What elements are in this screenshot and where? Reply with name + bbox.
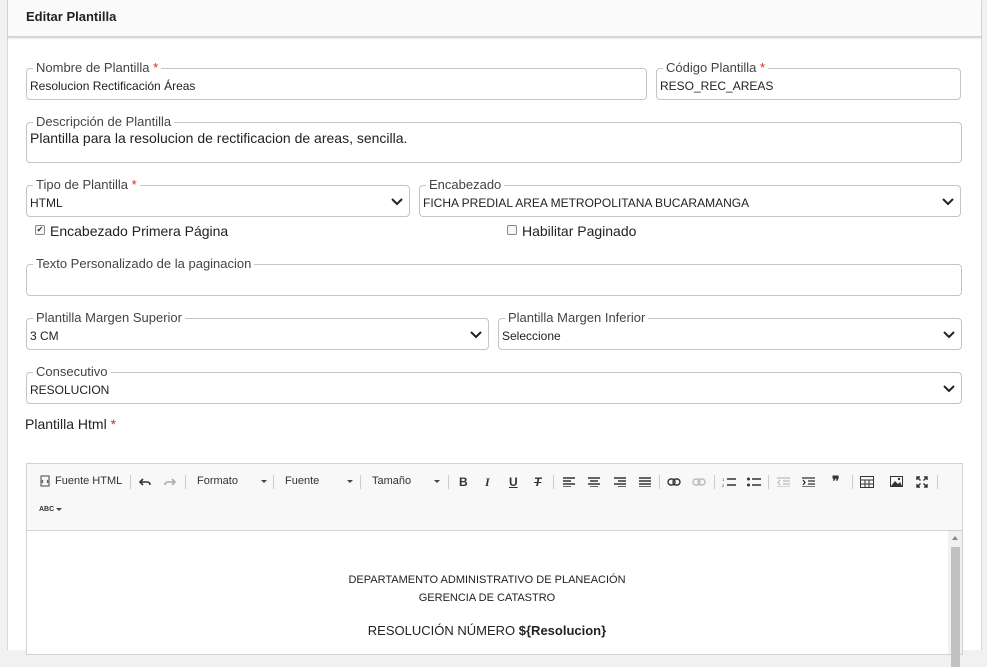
table-button[interactable] <box>860 476 874 488</box>
image-icon <box>890 476 903 487</box>
image-button[interactable] <box>890 476 903 487</box>
scroll-thumb[interactable] <box>951 547 960 667</box>
sequence-value: RESOLUCION <box>30 383 110 397</box>
redo-button[interactable] <box>164 476 176 488</box>
editor-scrollbar[interactable] <box>948 531 962 654</box>
template-description-value: Plantilla para la resolucion de rectificacion de areas, sencilla. <box>30 130 408 146</box>
source-html-button[interactable] <box>39 475 122 487</box>
size-combo[interactable] <box>372 475 444 489</box>
font-label: Fuente <box>285 475 320 487</box>
scroll-up-icon[interactable] <box>952 536 958 540</box>
source-html-label: Fuente HTML <box>55 475 123 487</box>
remove-format-icon: T <box>534 475 542 489</box>
numbered-list-button[interactable] <box>722 477 736 487</box>
chevron-down-icon <box>56 508 62 511</box>
align-right-icon <box>614 477 626 487</box>
toolbar-separator <box>852 475 853 489</box>
editor-toolbar <box>27 464 962 531</box>
template-code-field[interactable] <box>656 60 961 100</box>
size-label: Tamaño <box>372 475 412 487</box>
bulleted-list-icon <box>747 477 761 487</box>
top-margin-label: Plantilla Margen Superior <box>33 310 185 326</box>
template-name-field[interactable] <box>26 60 647 100</box>
pagination-text-field[interactable] <box>26 256 962 296</box>
doc-line-resolution: RESOLUCIÓN NÚMERO ${Resolucion} <box>367 623 607 638</box>
chevron-down-icon <box>943 382 955 394</box>
toolbar-separator <box>130 475 131 489</box>
justify-icon <box>639 477 651 487</box>
enable-pagination-checkbox[interactable] <box>507 223 636 239</box>
bold-button[interactable] <box>459 475 468 489</box>
font-combo[interactable] <box>285 475 357 489</box>
undo-button[interactable] <box>139 476 151 488</box>
panel-title: Editar Plantilla <box>26 9 117 24</box>
bottom-margin-value: Seleccione <box>502 329 561 343</box>
editor-content[interactable] <box>27 531 947 651</box>
html-template-label: Plantilla Html * <box>25 416 117 432</box>
blockquote-button[interactable] <box>832 473 840 490</box>
chevron-down-icon <box>391 195 403 207</box>
spellcheck-button[interactable] <box>39 506 62 513</box>
template-type-value: HTML <box>30 196 63 210</box>
sequence-label: Consecutivo <box>33 364 111 380</box>
align-center-icon <box>588 477 600 487</box>
panel-header <box>8 0 981 38</box>
template-code-label: Código Plantilla * <box>663 60 768 76</box>
chevron-down-icon <box>470 328 482 340</box>
spellcheck-icon: ABC <box>39 506 55 513</box>
maximize-button[interactable] <box>916 476 928 488</box>
redo-icon <box>164 476 176 488</box>
indent-icon <box>802 477 815 487</box>
first-page-header-checkbox[interactable] <box>35 223 228 239</box>
sequence-select[interactable] <box>26 364 962 404</box>
checkbox-checked-icon[interactable]: ✔ <box>36 225 44 235</box>
justify-button[interactable] <box>639 477 651 487</box>
toolbar-separator <box>360 475 361 489</box>
toolbar-separator <box>659 475 660 489</box>
toolbar-separator <box>553 475 554 489</box>
undo-icon <box>139 476 151 488</box>
blockquote-icon: ❞ <box>832 473 840 489</box>
link-button[interactable] <box>667 477 681 487</box>
align-left-button[interactable] <box>563 477 575 487</box>
maximize-icon <box>916 476 928 488</box>
unlink-button[interactable] <box>692 477 706 487</box>
align-left-icon <box>563 477 575 487</box>
enable-pagination-label: Habilitar Paginado <box>522 223 637 239</box>
svg-text:1: 1 <box>722 477 725 482</box>
align-right-button[interactable] <box>614 477 626 487</box>
chevron-down-icon <box>942 195 954 207</box>
template-name-label: Nombre de Plantilla * <box>33 60 161 76</box>
template-code-value: RESO_REC_AREAS <box>660 79 774 93</box>
template-description-label: Descripción de Plantilla <box>33 114 174 130</box>
toolbar-separator <box>768 475 769 489</box>
svg-text:2: 2 <box>722 483 725 487</box>
header-label: Encabezado <box>426 177 504 193</box>
link-icon <box>667 477 681 487</box>
chevron-down-icon <box>943 328 955 340</box>
toolbar-separator <box>185 475 186 489</box>
toolbar-separator <box>937 475 938 489</box>
first-page-header-label: Encabezado Primera Página <box>50 223 229 239</box>
chevron-down-icon <box>347 480 353 483</box>
source-icon <box>39 475 51 487</box>
top-margin-select[interactable] <box>26 310 489 350</box>
outdent-button[interactable] <box>777 477 790 487</box>
indent-button[interactable] <box>802 477 815 487</box>
chevron-down-icon <box>261 480 267 483</box>
html-editor[interactable] <box>26 463 963 655</box>
toolbar-separator <box>714 475 715 489</box>
italic-icon: I <box>485 475 490 489</box>
bulleted-list-button[interactable] <box>747 477 761 487</box>
italic-button[interactable] <box>485 475 490 490</box>
remove-format-button[interactable] <box>534 475 541 489</box>
header-select[interactable] <box>419 177 961 217</box>
template-description-field[interactable] <box>26 114 962 163</box>
template-name-value: Resolucion Rectificación Áreas <box>30 79 196 93</box>
format-combo[interactable] <box>197 475 269 489</box>
bottom-margin-select[interactable] <box>498 310 962 350</box>
bold-icon: B <box>459 475 468 489</box>
numbered-list-icon <box>722 477 736 487</box>
doc-line-department: DEPARTAMENTO ADMINISTRATIVO DE PLANEACIÓN <box>348 574 626 586</box>
underline-icon: U <box>509 475 518 489</box>
template-type-select[interactable] <box>26 177 410 217</box>
checkbox-unchecked-icon[interactable] <box>507 225 517 235</box>
template-type-label: Tipo de Plantilla * <box>33 177 140 193</box>
header-value: FICHA PREDIAL AREA METROPOLITANA BUCARAMANGA <box>423 196 750 210</box>
pagination-text-label: Texto Personalizado de la paginacion <box>33 256 254 272</box>
outdent-icon <box>777 477 790 487</box>
bottom-margin-label: Plantilla Margen Inferior <box>505 310 648 326</box>
align-center-button[interactable] <box>588 477 600 487</box>
chevron-down-icon <box>434 480 440 483</box>
format-label: Formato <box>197 475 238 487</box>
underline-button[interactable] <box>509 475 518 489</box>
unlink-icon <box>692 477 706 487</box>
table-icon <box>860 476 874 488</box>
toolbar-separator <box>273 475 274 489</box>
toolbar-separator <box>448 475 449 489</box>
doc-line-office: GERENCIA DE CATASTRO <box>418 592 556 604</box>
top-margin-value: 3 CM <box>30 329 59 343</box>
